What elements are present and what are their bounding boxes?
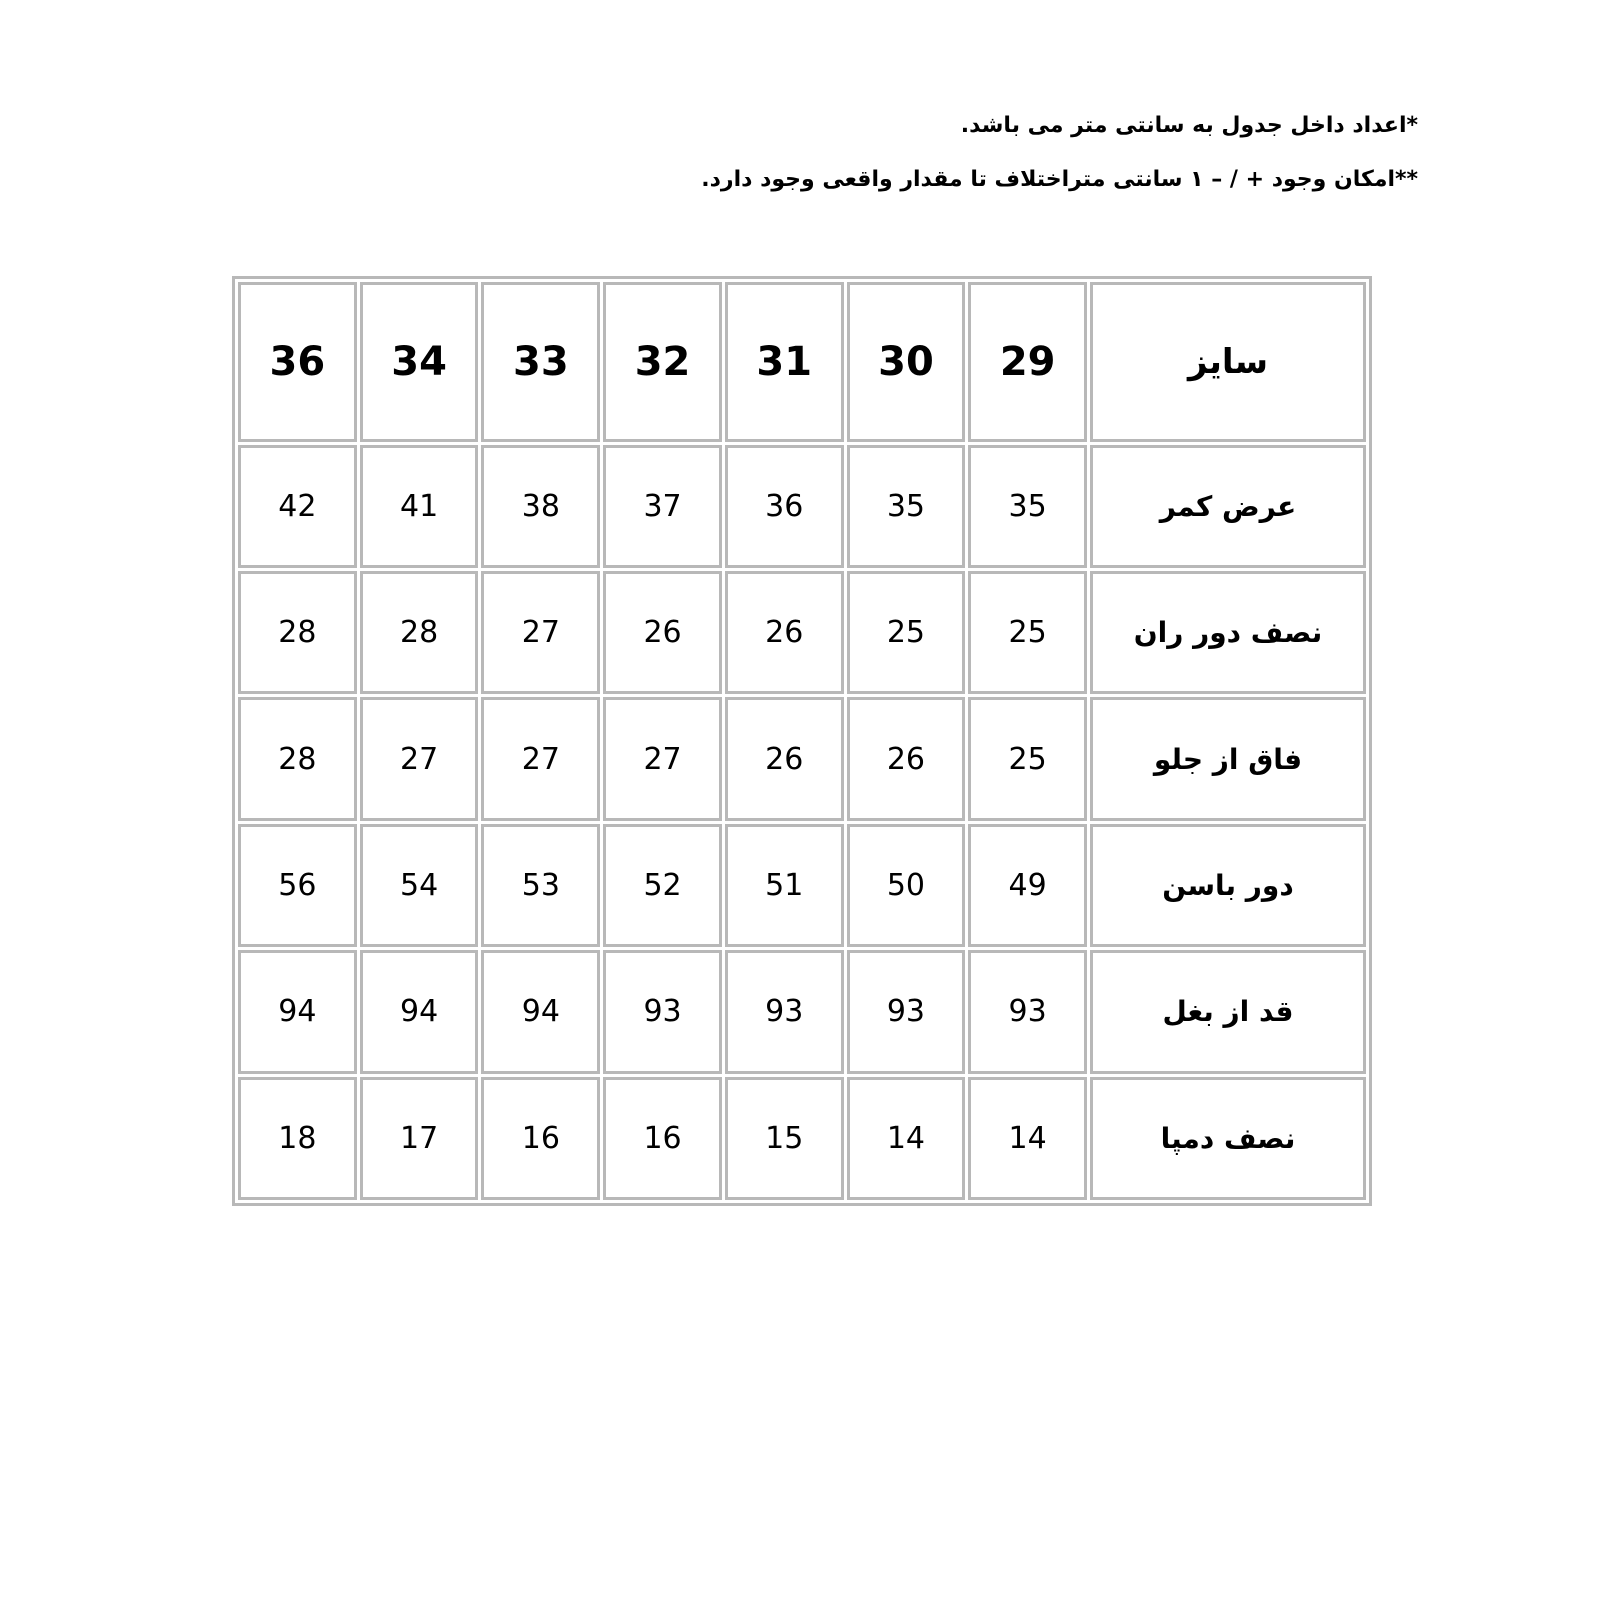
value-cell: 35 [968,445,1087,568]
value-cell: 94 [360,950,479,1073]
row-label-cell: نصف دور ران [1090,571,1366,694]
size-header-cell: 32 [603,282,722,442]
row-label-cell: قد از بغل [1090,950,1366,1073]
table-header-row [238,282,1366,442]
value-cell: 16 [603,1077,722,1200]
value-cell: 27 [603,697,722,820]
value-cell: 26 [725,571,844,694]
value-cell: 27 [481,571,600,694]
table-row [238,1077,1366,1200]
value-cell: 28 [238,571,357,694]
value-cell: 35 [847,445,966,568]
value-cell: 14 [968,1077,1087,1200]
value-cell: 54 [360,824,479,947]
value-cell: 51 [725,824,844,947]
row-label-cell: فاق از جلو [1090,697,1366,820]
value-cell: 15 [725,1077,844,1200]
table-row [238,824,1366,947]
size-header-cell: 29 [968,282,1087,442]
size-header-cell: 34 [360,282,479,442]
notes [518,112,1418,220]
size-header-cell: 30 [847,282,966,442]
value-cell: 26 [847,697,966,820]
value-cell: 93 [603,950,722,1073]
value-cell: 93 [968,950,1087,1073]
value-cell: 49 [968,824,1087,947]
value-cell: 53 [481,824,600,947]
value-cell: 18 [238,1077,357,1200]
value-cell: 37 [603,445,722,568]
value-cell: 25 [847,571,966,694]
value-cell: 27 [481,697,600,820]
table-row [238,571,1366,694]
size-header-cell: 31 [725,282,844,442]
size-header-cell: 36 [238,282,357,442]
note-units: *اعداد داخل جدول به سانتی متر می باشد. [960,113,1418,138]
note-tolerance: **امکان وجود + / – ۱ سانتی متراختلاف تا مقدار واقعی وجود دارد. [701,167,1418,192]
value-cell: 17 [360,1077,479,1200]
value-cell: 50 [847,824,966,947]
value-cell: 16 [481,1077,600,1200]
value-cell: 26 [603,571,722,694]
row-label-cell: نصف دمپا [1090,1077,1366,1200]
size-header-cell: 33 [481,282,600,442]
value-cell: 25 [968,697,1087,820]
value-cell: 14 [847,1077,966,1200]
value-cell: 52 [603,824,722,947]
value-cell: 27 [360,697,479,820]
value-cell: 42 [238,445,357,568]
value-cell: 93 [847,950,966,1073]
value-cell: 26 [725,697,844,820]
size-table [232,276,1372,1206]
row-label-cell: دور باسن [1090,824,1366,947]
value-cell: 25 [968,571,1087,694]
table-row [238,445,1366,568]
value-cell: 94 [238,950,357,1073]
value-cell: 56 [238,824,357,947]
table-row [238,697,1366,820]
value-cell: 41 [360,445,479,568]
table-row [238,950,1366,1073]
header-label-cell: سایز [1090,282,1366,442]
value-cell: 93 [725,950,844,1073]
value-cell: 38 [481,445,600,568]
value-cell: 28 [360,571,479,694]
value-cell: 94 [481,950,600,1073]
row-label-cell: عرض کمر [1090,445,1366,568]
value-cell: 36 [725,445,844,568]
value-cell: 28 [238,697,357,820]
